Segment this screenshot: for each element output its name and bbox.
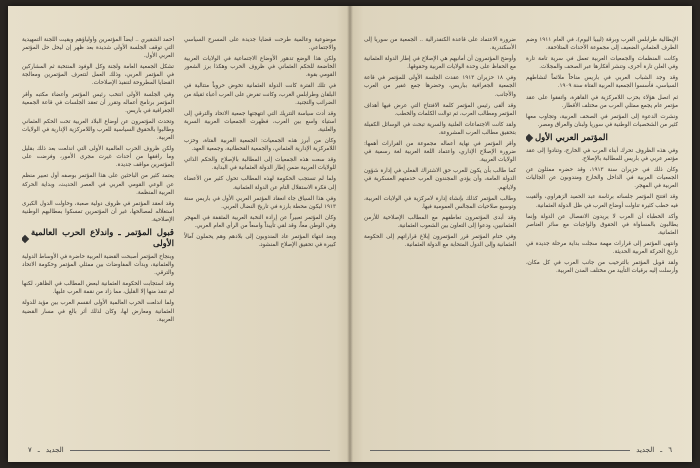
article-paragraph: ولما اندلعت الحرب العالمية الأولى انقسم العرب بين مؤيد للدولة العثمانية ومعارض لها، وكان لذلك أثر بالغ في مسار القضية العربية. — [22, 300, 174, 323]
article-paragraph: وبنجاح المؤتمر أصبحت القضية العربية حاضرة في الأوساط الدولية والعثمانية، وبدأت المفاوضات بين ممثلي المؤتمر وحكومة الاتحاد والترقي. — [22, 253, 174, 277]
article-paragraph: وكان من أبرز هذه الجمعيات: الجمعية العربية الفتاة، وحزب اللامركزية الإدارية العثماني، والجمعية القحطانية، وجمعية العهد. — [184, 138, 336, 153]
article-paragraph: وكان المؤتمر تعبيراً عن إرادة النخبة العربية المثقفة في المهجر وفي الوطن معاً، وقد لقي تأييداً واسعاً من الرأي العام العربي. — [184, 214, 336, 229]
article-paragraph: وطالب المؤتمر كذلك بإنشاء إدارة لامركزية في الولايات العربية، وتوسيع صلاحيات المجالس العمومية فيها. — [364, 195, 516, 210]
article-paragraph: أحمد الشقيري .. ايضاً المؤتمرين وأولياؤهم وبقيت اللجنة التمهيدية التي توقف الجلسة الأولى شديدة بعد ظهر إن ليحل حل المؤتمر العربي الأول. — [22, 37, 174, 60]
article-paragraph: وقد افتتح المؤتمر جلساته برئاسة عبد الحميد الزهراوي، وألقيت فيه خطب كثيرة تناولت أوضاع العرب في ظل الدولة العثمانية. — [526, 194, 678, 209]
section-heading-text: المؤتمر العربي الأول — [535, 132, 608, 143]
diamond-bullet-icon — [22, 235, 29, 243]
book-spine — [347, 6, 353, 462]
article-paragraph: ثم اتصل هؤلاء بحزب اللامركزية في القاهرة، واتفقوا على عقد مؤتمر عام يجمع ممثلي العرب من مختلف الأقطار. — [526, 94, 678, 109]
magazine-name: الجديد — [45, 446, 64, 454]
magazine-spread — [8, 6, 692, 462]
right-page — [350, 6, 692, 462]
article-paragraph: وأكد الخطباء أن العرب لا يريدون الانفصال عن الدولة وإنما يطالبون بالمساواة في الحقوق والواجبات مع سائر العناصر العثمانية. — [526, 213, 678, 236]
footer-separator: ـ — [37, 446, 40, 454]
article-paragraph: كما طالب بأن يكون للعرب حق الاشتراك الفعلي في إدارة شؤون الدولة العامة، وأن يؤدي المجندون العرب خدمتهم العسكرية في ولاياتهم. — [364, 168, 516, 191]
article-paragraph: وكان ذلك في حزيران سنة ١٩١٣، وقد حضره ممثلون عن الجمعيات العربية في الداخل والخارج ومندوبون عن الجاليات العربية في المهجر. — [526, 167, 678, 190]
article-paragraph: وأقر المؤتمر في نهاية أعماله مجموعة من القرارات أهمها: ضرورة الإصلاح الإداري، واعتماد اللغة العربية لغة رسمية في الولايات العربية. — [364, 141, 516, 164]
article-paragraph: وفي هذا السياق جاء انعقاد المؤتمر العربي الأول في باريس سنة ١٩١٣ ليكون محطة بارزة في تاريخ النضال العربي. — [184, 195, 336, 210]
article-paragraph: ونشرت الدعوة إلى المؤتمر في الصحف العربية، وتجاوب معها كثير من الشخصيات الوطنية في سوريا ولبنان والعراق ومصر. — [526, 113, 678, 128]
left-page — [8, 6, 350, 462]
article-paragraph: وفي هذه الظروف تحرك أبناء العرب في الخارج، وتنادوا إلى عقد مؤتمر عربي في باريس للمطالبة بالإصلاح. — [526, 147, 678, 163]
section-heading — [526, 133, 678, 144]
article-paragraph: وقد أدت سياسة التتريك التي انتهجتها جمعية الاتحاد والترقي إلى استياء واسع بين العرب، فظهرت الجمعيات العربية السرية والعلنية. — [184, 110, 336, 133]
page-number: ٦ — [668, 446, 672, 454]
article-paragraph: وأوضح المؤتمرون أن أمانيهم هي الإصلاح في إطار الدولة العثمانية مع الحفاظ على وحدة الولايات العربية وحقوقها. — [364, 56, 516, 71]
article-paragraph: في تلك الفترة كانت الدولة العثمانية تخوض حروباً متتالية في البلقان وطرابلس الغرب، وكانت تفرض على العرب أعباء ثقيلة من الضرائب والتجنيد. — [184, 83, 336, 106]
section-heading-text: قبول المؤتمر ـ واندلاع الحرب العالمية الأولى — [31, 227, 174, 249]
article-paragraph: موضوعية وعالمية طرحت قضايا جديدة على المسرح السياسي والاجتماعي. — [184, 37, 336, 52]
article-paragraph: وفي ختام المؤتمر قرر المؤتمرون إبلاغ قراراتهم إلى الحكومة العثمانية وإلى الدول المتحابة مع الدولة العثمانية. — [364, 233, 516, 249]
footer-rule — [70, 450, 330, 451]
article-paragraph: ولما لم تستجب الحكومة لهذه المطالب تحول كثير من الأعضاء إلى فكرة الاستقلال التام عن الدولة العثمانية. — [184, 176, 336, 191]
left-page-column-left — [22, 36, 174, 436]
article-paragraph: وقد سعت هذه الجمعيات إلى المطالبة بالإصلاح والحكم الذاتي للولايات العربية ضمن إطار الدولة العثمانية في البداية. — [184, 157, 336, 172]
article-paragraph: وتحدث المؤتمرون عن أوضاع البلاد العربية تحت الحكم العثماني وطالبوا بالحقوق السياسية للعرب واللامركزية الإدارية في الولايات العربية. — [22, 118, 174, 142]
article-paragraph: وقد أبدى المؤتمرون تعاطفهم مع المطالب الإصلاحية للأرمن العثمانيين، ودعوا إلى التعاون بين الشعوب العثمانية. — [364, 214, 516, 229]
page-number: ٧ — [28, 446, 32, 454]
article-paragraph: وفي ١٨ حزيران ١٩١٣ عقدت الجلسة الأولى للمؤتمر في قاعة الجمعية الجغرافية بباريس، وحضرها جمع غفير من العرب والأجانب. — [364, 75, 516, 98]
article-paragraph: وبعد انتهاء المؤتمر عاد المندوبون إلى بلادهم وهم يحملون آمالاً كبيرة في تحقيق الإصلاح المنشود. — [184, 233, 336, 249]
article-paragraph: يعتمد كثير من الباحثين على هذا المؤتمر بوصفه أول تعبير منظم عن الوعي القومي العربي في العصر الحديث، وبداية الحركة العربية المنظمة. — [22, 173, 174, 196]
footer-rule — [370, 450, 630, 451]
right-page-column-right — [526, 36, 678, 436]
section-heading — [22, 228, 174, 250]
right-page-column-left — [364, 36, 516, 436]
article-paragraph: وقد وجد الشباب العربي في باريس مناخاً ملائماً لنشاطهم السياسي، فأسسوا الجمعية العربية الفتاة سنة ١٩٠٩. — [526, 75, 678, 90]
article-paragraph: وقد ألقى رئيس المؤتمر كلمة الافتتاح التي عرض فيها أهداف المؤتمر ومطالب العرب، ثم توالت الكلمات والخطب. — [364, 102, 516, 117]
article-paragraph: وانتهى المؤتمر إلى قرارات مهمة سجلت بداية مرحلة جديدة في تاريخ الحركة العربية الحديثة. — [526, 240, 678, 255]
article-paragraph: ولكن ظروف الحرب العالمية الأولى التي اندلعت بعد ذلك بقليل وما رافقها من أحداث غيرت مجرى الأمور، وفرضت على المؤتمرين مواقف جديدة. — [22, 146, 174, 169]
diamond-bullet-icon — [526, 134, 533, 142]
article-paragraph: ولكن هذا الوضع تدهور الأوضاع الاجتماعية في الولايات العربية الخاضعة للحكم العثماني في ظروف الحرب وهكذا برز الشعور القومي بقوة. — [184, 56, 336, 79]
article-paragraph: وفي الجلسة الأولى انتخب رئيس المؤتمر وأعضاء مكتبه وأقر المؤتمر برنامج أعماله وتقرر أن تعقد الجلسات في قاعة الجمعية الجغرافية في باريس. — [22, 91, 174, 114]
article-paragraph: ضرورة الاعتماد على قاعدة الكنفدرالية .. الجمعية من سوريا إلى الأسكندرية. — [364, 37, 516, 52]
article-paragraph: وكانت المنظمات والجمعيات العربية تعمل في سرية تامة تارة وفي العلن تارة أخرى، وتنشر أفكارها عبر الصحف والمجلات. — [526, 56, 678, 71]
left-page-column-right — [184, 36, 336, 436]
article-paragraph: تشكل الجمعية العامة ولجنة وكل الوفود المنتخبة ثم المشاركين في المؤتمر العربي، وذلك العمل لتتعرف المؤتمرين ومعالجة القضايا المطروحة لتنفيذ الإصلاحات. — [22, 64, 174, 87]
article-paragraph: وقد انعقد المؤتمر في ظروف دولية صعبة، وحاولت الدول الكبرى استغلاله لمصالحها، غير أن المؤتمرين تمسكوا بمطالبهم الوطنية الإصلاحية. — [22, 200, 174, 223]
left-page-footer — [28, 446, 330, 454]
article-paragraph: ولقد قوبل المؤتمر بالترحيب من جانب العرب في كل مكان، وأرسلت إليه برقيات التأييد من مختلف المدن العربية. — [526, 260, 678, 275]
footer-separator: ـ — [660, 446, 663, 454]
article-paragraph: وقد استجابت الحكومة العثمانية لبعض المطالب في الظاهر، لكنها لم تنفذ منها إلا القليل، مما زاد من نقمة العرب عليها. — [22, 281, 174, 296]
article-paragraph: ولقد كانت الاجتماعات العلنية والسرية تبحث في الوسائل الكفيلة بتحقيق مطالب العرب المشروعة. — [364, 121, 516, 136]
right-page-footer — [370, 446, 672, 454]
magazine-name: الجديد — [636, 446, 655, 454]
article-paragraph: الإيطالية طرابلس الغرب وبرقة (ليبيا اليوم)، في العام ١٩١١ وضم الطرف العثماني الضعيف إلى مجموعة الأحداث المتلاحقة. — [526, 37, 678, 52]
